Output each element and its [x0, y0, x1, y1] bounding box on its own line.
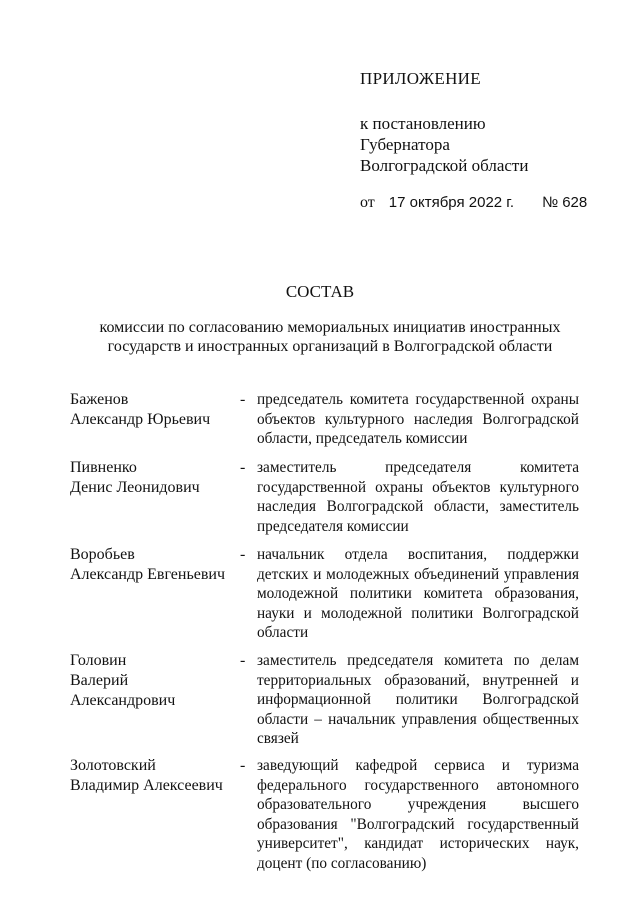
appendix-line-resolution: к постановлению — [360, 114, 486, 133]
member-name — [70, 756, 235, 796]
member-role: заместитель председателя комитета государственной охраны объектов культурного наследия Волгоградской области, заместитель председателя комиссии — [257, 459, 579, 535]
resolution-number: 628 — [562, 194, 588, 211]
member-surname: Головин — [70, 652, 127, 669]
member-given-name: Валерий Александрович — [70, 672, 176, 709]
number-sign: № — [542, 194, 559, 211]
document-heading: СОСТАВ — [285, 282, 355, 301]
member-given-name: Денис Леонидович — [70, 479, 200, 496]
appendix-line-region: Волгоградской области — [360, 156, 529, 175]
member-dash: - — [240, 757, 246, 774]
resolution-date: 17 октября 2022 г. — [388, 194, 515, 211]
member-dash: - — [240, 546, 246, 563]
member-dash: - — [240, 652, 246, 669]
appendix-line-governor: Губернатора — [360, 135, 450, 154]
appendix-block — [360, 68, 587, 213]
member-given-name: Владимир Алексеевич — [70, 777, 223, 794]
member-name — [70, 390, 235, 430]
member-dash: - — [240, 391, 246, 408]
member-given-name: Александр Юрьевич — [70, 411, 211, 428]
member-dash: - — [240, 459, 246, 476]
member-surname: Пивненко — [70, 459, 137, 476]
member-surname: Золотовский — [70, 757, 156, 774]
member-surname: Баженов — [70, 391, 129, 408]
member-role: заведующий кафедрой сервиса и туризма федерального государственного автономного образовательного учреждения высшего образования "Волгоградский государственный университет", кандидат исторических наук, доцент (по согласованию) — [257, 757, 579, 872]
member-name — [70, 545, 235, 585]
appendix-title: ПРИЛОЖЕНИЕ — [360, 69, 481, 88]
member-given-name: Александр Евгеньевич — [70, 566, 226, 583]
member-role: начальник отдела воспитания, поддержки детских и молодежных объединений управления молодежной политики комитета образования, науки и молодежной политики Волгоградской области — [257, 546, 579, 641]
member-role: заместитель председателя комитета по делам территориальных образований, внутренней и информационной политики Волгоградской области – начальник управления общественных связей — [257, 652, 579, 747]
appendix-date-line — [360, 192, 587, 213]
member-surname: Воробьев — [70, 546, 135, 563]
date-prefix: от — [360, 194, 375, 211]
member-role: председатель комитета государственной охраны объектов культурного наследия Волгоградской области, председатель комиссии — [257, 391, 579, 447]
document-subheading: комиссии по согласованию мемориальных инициатив иностранных государств и иностранных организаций в Волгоградской области — [99, 319, 561, 355]
member-name — [70, 458, 235, 498]
member-name — [70, 651, 235, 711]
